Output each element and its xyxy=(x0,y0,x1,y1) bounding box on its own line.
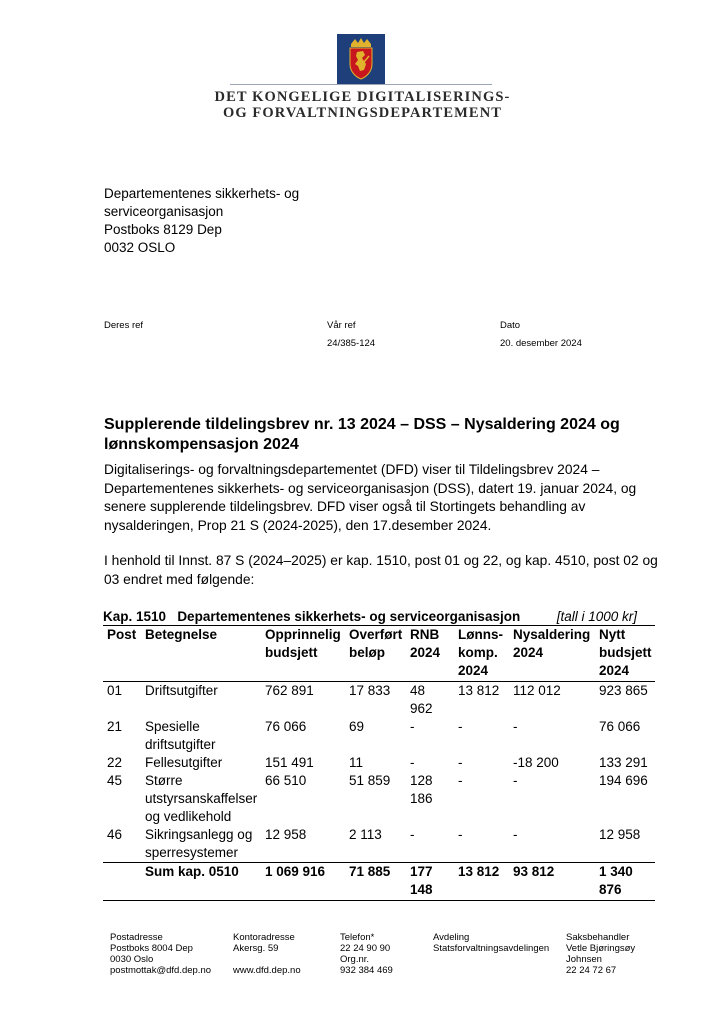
cell-line: 11 xyxy=(349,755,364,770)
cell-line: 2024 xyxy=(599,663,630,678)
cell-line: budsjett xyxy=(599,645,652,660)
cell-line: 1 069 916 xyxy=(265,864,326,879)
cell-line: 76 066 xyxy=(599,719,641,734)
footer-kontoradresse xyxy=(233,932,301,976)
sum-overf xyxy=(349,863,390,881)
cell-line: driftsutgifter xyxy=(145,737,216,752)
cell-name xyxy=(145,754,267,772)
cell-line: - xyxy=(513,719,518,734)
col-header-rnb xyxy=(410,626,450,662)
table-row xyxy=(103,718,655,754)
cell-rnb xyxy=(410,682,450,718)
footer-line: Kontoradresse xyxy=(233,932,295,943)
paragraph-2 xyxy=(104,552,658,589)
cell-line: 93 812 xyxy=(513,864,555,879)
cell-line: Post xyxy=(107,627,137,642)
cell-line: og vedlikehold xyxy=(145,809,232,824)
table-row xyxy=(103,754,655,772)
cell-line: - xyxy=(410,719,415,734)
cell-line: 22 xyxy=(107,755,123,770)
cell-line: - xyxy=(458,719,463,734)
footer-telefon xyxy=(340,932,393,976)
cell-line: - xyxy=(513,827,518,842)
var-ref-label: Vår ref xyxy=(327,320,356,331)
cell-orig xyxy=(265,772,306,790)
cell-name xyxy=(145,826,267,862)
cell-line: 128 xyxy=(410,773,433,788)
cell-line: Overført xyxy=(349,627,403,642)
table-row xyxy=(103,682,655,718)
table-sum-row xyxy=(103,862,655,901)
paragraph-line: senere supplerende tildelingsbrev. DFD viser også til Stortingets behandling av xyxy=(104,499,586,514)
cell-overf xyxy=(349,772,390,790)
cell-line: - xyxy=(410,755,415,770)
footer-line: Telefon* xyxy=(340,932,375,943)
cell-line: 13 812 xyxy=(458,683,500,698)
cell-nytt xyxy=(599,772,655,790)
kap-label: Kap. 1510 xyxy=(103,609,167,624)
cell-name xyxy=(145,682,267,700)
paragraph-line: 03 endret med følgende: xyxy=(104,571,255,587)
cell-line: - xyxy=(410,827,415,842)
cell-overf xyxy=(349,682,390,700)
footer-postadresse xyxy=(110,932,211,976)
cell-orig xyxy=(265,682,314,700)
department-name-line1: DET KONGELIGE DIGITALISERINGS- xyxy=(214,89,511,105)
recipient-line: serviceorganisasjon xyxy=(104,204,224,219)
kap-name: Departementenes sikkerhets- og serviceorganisasjon xyxy=(177,609,521,624)
coat-of-arms-logo xyxy=(337,34,385,84)
footer-line xyxy=(233,954,301,965)
recipient-line: Departementenes sikkerhets- og xyxy=(104,186,300,201)
col-header-lonnskomp xyxy=(458,626,503,680)
cell-post xyxy=(107,718,122,736)
cell-line: beløp xyxy=(349,645,385,660)
footer-line: 0030 Oslo xyxy=(110,954,154,965)
cell-nys xyxy=(513,682,561,700)
cell-line: Nytt xyxy=(599,627,626,642)
cell-line: 12 958 xyxy=(265,827,307,842)
footer-line: Postadresse xyxy=(110,932,163,943)
letter-title xyxy=(104,415,620,455)
footer-line: Vetle Bjøringsøy xyxy=(566,943,636,954)
sum-rnb xyxy=(410,863,450,899)
footer-line: Statsforvaltningsavdelingen xyxy=(433,943,550,954)
dato-label: Dato xyxy=(500,320,521,331)
dato-value: 20. desember 2024 xyxy=(500,338,582,349)
cell-line: - xyxy=(458,827,463,842)
cell-orig xyxy=(265,718,306,736)
cell-line: Opprinnelig xyxy=(265,627,341,642)
paragraph-line: Digitaliserings- og forvaltningsdepartementet (DFD) viser til Tildelingsbrev 2024 – xyxy=(104,462,600,477)
recipient-line: 0032 OSLO xyxy=(104,240,176,255)
cell-line: 148 xyxy=(410,882,433,897)
title-line: Supplerende tildelingsbrev nr. 13 2024 – DSS – Nysaldering 2024 og xyxy=(104,416,620,433)
cell-name xyxy=(145,718,267,754)
footer-line: Avdeling xyxy=(433,932,470,943)
cell-line: 2024 xyxy=(410,645,441,660)
sum-lonn xyxy=(458,863,499,881)
col-header-betegnelse xyxy=(145,626,267,644)
cell-nytt xyxy=(599,754,655,772)
cell-rnb xyxy=(410,754,450,772)
col-header-nysaldering xyxy=(513,626,590,662)
cell-lonn xyxy=(458,772,463,790)
cell-line: 69 xyxy=(349,719,365,734)
cell-line: RNB xyxy=(410,627,440,642)
cell-line: 177 xyxy=(410,864,433,879)
cell-orig xyxy=(265,754,314,772)
cell-line: 194 696 xyxy=(599,773,648,788)
recipient-address xyxy=(104,185,299,257)
cell-line: 17 833 xyxy=(349,683,391,698)
col-header-opprinnelig xyxy=(265,626,341,662)
cell-line: 1 340 xyxy=(599,864,633,879)
cell-line: Sikringsanlegg og xyxy=(145,827,253,842)
cell-line: 66 510 xyxy=(265,773,307,788)
cell-orig xyxy=(265,826,306,844)
col-header-overfort xyxy=(349,626,402,662)
cell-line: Betegnelse xyxy=(145,627,218,642)
cell-line: 133 291 xyxy=(599,755,648,770)
title-line: lønnskompensasjon 2024 xyxy=(104,436,299,453)
cell-line: Spesielle xyxy=(145,719,200,734)
paragraph-line: nysalderingen, Prop 21 S (2024-2025), den 17.desember 2024. xyxy=(104,517,492,533)
recipient-line: Postboks 8129 Dep xyxy=(104,222,222,237)
cell-line: 01 xyxy=(107,683,123,698)
cell-line: 21 xyxy=(107,719,123,734)
cell-line: 13 812 xyxy=(458,864,500,879)
footer-line: 22 24 90 90 xyxy=(340,943,391,954)
table-header-row xyxy=(103,626,655,682)
cell-overf xyxy=(349,826,382,844)
cell-line: - xyxy=(458,755,463,770)
cell-nytt xyxy=(599,682,655,700)
budget-table xyxy=(103,608,655,901)
cell-line: - xyxy=(513,773,518,788)
sum-orig xyxy=(265,863,325,881)
cell-lonn xyxy=(458,682,499,700)
cell-line: Nysaldering xyxy=(513,627,591,642)
cell-nys xyxy=(513,718,518,736)
cell-nys xyxy=(513,772,518,790)
cell-name xyxy=(145,772,267,826)
cell-line: 923 865 xyxy=(599,683,648,698)
paragraph-1 xyxy=(104,461,636,535)
cell-line: Større xyxy=(145,773,183,788)
cell-lonn xyxy=(458,754,463,772)
cell-line: Lønns- xyxy=(458,627,503,642)
cell-line: -18 200 xyxy=(513,755,559,770)
cell-line: 112 012 xyxy=(513,683,561,698)
cell-rnb xyxy=(410,718,450,736)
cell-rnb xyxy=(410,826,450,844)
footer-line: Postboks 8004 Dep xyxy=(110,943,193,954)
cell-line: Driftsutgifter xyxy=(145,683,218,698)
footer-line: Johnsen xyxy=(566,954,602,965)
cell-nytt xyxy=(599,826,655,844)
unit-label: [tall i 1000 kr] xyxy=(556,609,637,624)
cell-lonn xyxy=(458,826,463,844)
cell-line: 2024 xyxy=(458,663,489,678)
cell-line: 2 113 xyxy=(349,827,382,842)
cell-line: 45 xyxy=(107,773,123,788)
letterhead-divider xyxy=(230,84,492,85)
col-header-post xyxy=(107,626,136,644)
cell-line: Fellesutgifter xyxy=(145,755,223,770)
cell-overf xyxy=(349,754,363,772)
cell-nys xyxy=(513,754,559,772)
table-row xyxy=(103,772,655,826)
cell-line: utstyrsanskaffelser xyxy=(145,791,258,806)
cell-lonn xyxy=(458,718,463,736)
cell-post xyxy=(107,754,122,772)
cell-line: budsjett xyxy=(265,645,318,660)
cell-post xyxy=(107,772,122,790)
cell-line: 12 958 xyxy=(599,827,641,842)
cell-line: 46 xyxy=(107,827,123,842)
table-body xyxy=(103,626,655,901)
footer-line: 932 384 469 xyxy=(340,965,393,976)
cell-line: 186 xyxy=(410,791,433,806)
footer-saksbehandler xyxy=(566,932,635,976)
cell-overf xyxy=(349,718,364,736)
cell-nys xyxy=(513,826,518,844)
footer-email[interactable]: postmottak@dfd.dep.no xyxy=(110,965,212,976)
cell-line: komp. xyxy=(458,645,498,660)
col-header-nytt xyxy=(599,626,655,680)
footer-website[interactable]: www.dfd.dep.no xyxy=(233,965,301,976)
cell-line: 76 066 xyxy=(265,719,307,734)
cell-line: 762 891 xyxy=(265,683,314,698)
cell-line: 71 885 xyxy=(349,864,391,879)
cell-line: 151 491 xyxy=(265,755,314,770)
cell-line: sperresystemer xyxy=(145,845,239,860)
table-caption xyxy=(103,608,655,626)
cell-line: - xyxy=(458,773,463,788)
cell-line: 876 xyxy=(599,882,622,897)
cell-line: Sum kap. 0510 xyxy=(145,864,239,879)
table-row xyxy=(103,826,655,862)
footer-line: Saksbehandler xyxy=(566,932,630,943)
cell-post xyxy=(107,682,122,700)
sum-label xyxy=(145,863,267,881)
var-ref-value: 24/385-124 xyxy=(327,338,376,349)
department-name-line2: OG FORVALTNINGSDEPARTEMENT xyxy=(222,105,503,121)
sum-nytt xyxy=(599,863,655,899)
footer-avdeling xyxy=(433,932,549,954)
cell-nytt xyxy=(599,718,655,736)
cell-line: 962 xyxy=(410,701,433,716)
paragraph-line: Departementenes sikkerhets- og serviceorganisasjon (DSS), datert 19. januar 2024, og xyxy=(104,480,637,496)
cell-line: 2024 xyxy=(513,645,544,660)
cell-rnb xyxy=(410,772,450,808)
deres-ref-label: Deres ref xyxy=(104,320,144,331)
sum-nys xyxy=(513,863,554,881)
footer-line: Akersg. 59 xyxy=(233,943,279,954)
paragraph-line: I henhold til Innst. 87 S (2024–2025) er kap. 1510, post 01 og 22, og kap. 4510, post 02 og xyxy=(104,553,658,568)
footer-line: Org.nr. xyxy=(340,954,370,965)
footer-line: 22 24 72 67 xyxy=(566,965,617,976)
cell-line: 48 xyxy=(410,683,426,698)
cell-post xyxy=(107,826,122,844)
cell-line: 51 859 xyxy=(349,773,391,788)
